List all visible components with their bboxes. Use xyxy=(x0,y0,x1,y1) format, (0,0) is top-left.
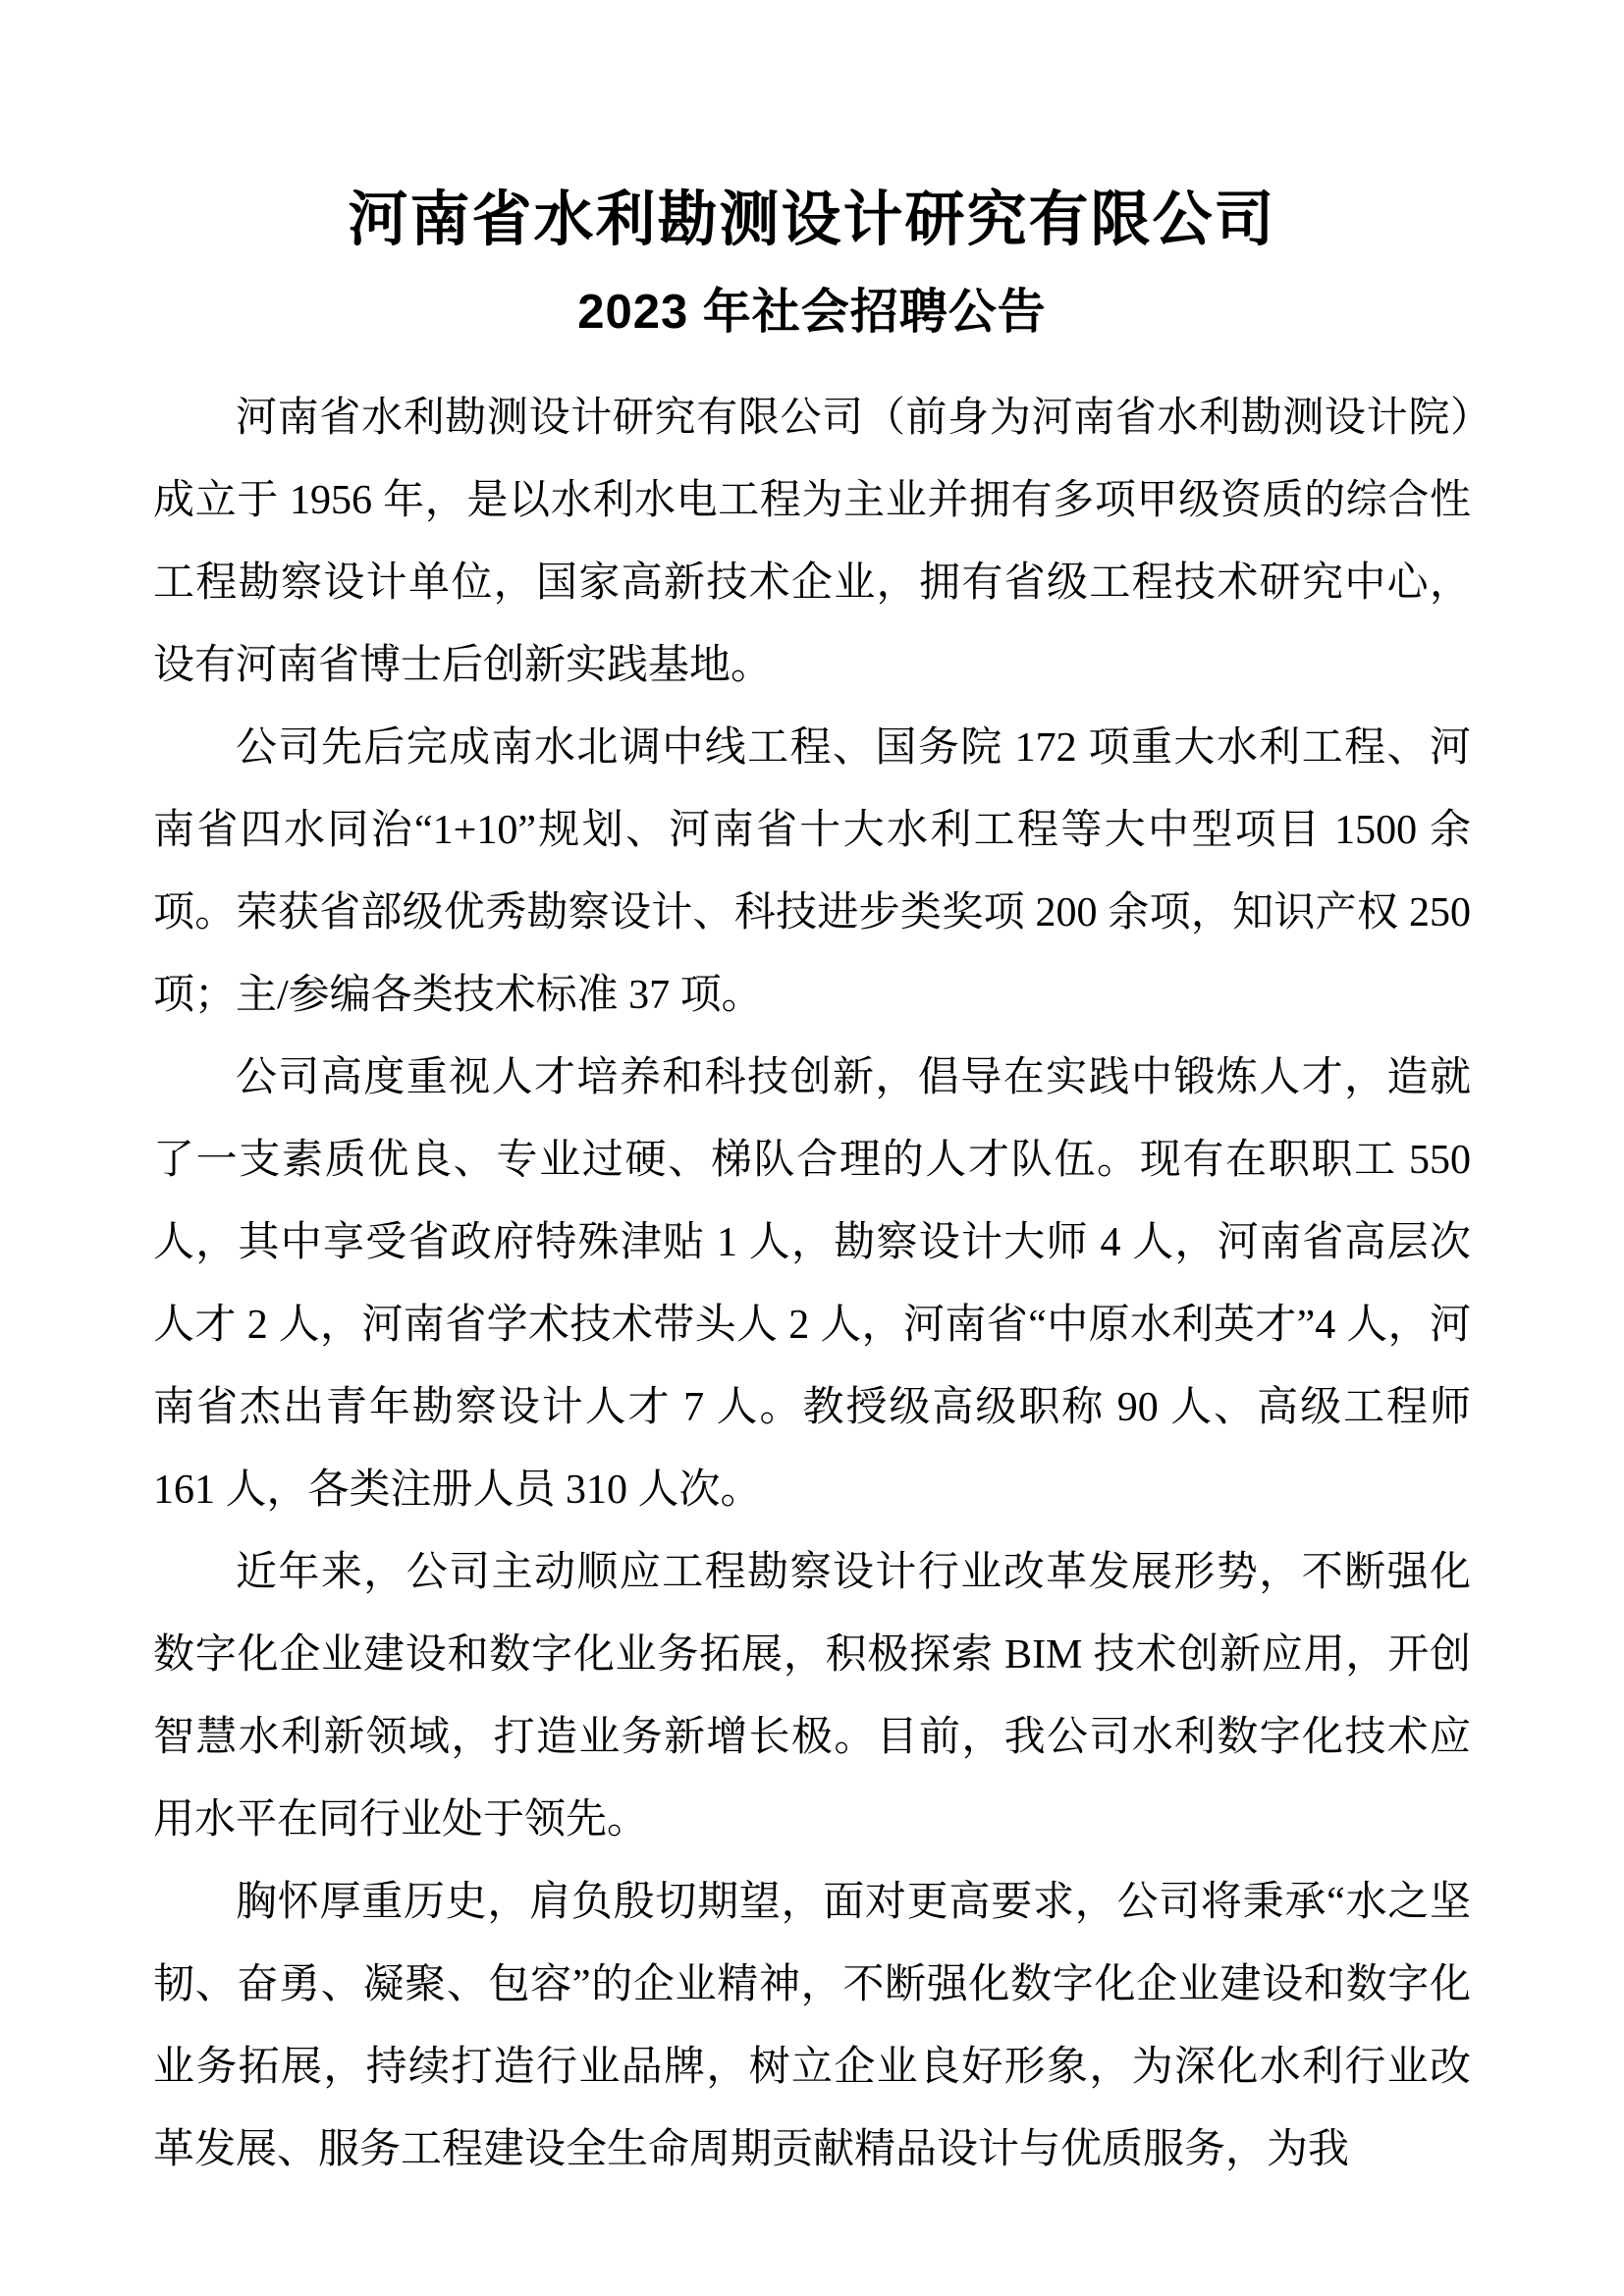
paragraph-talent-team: 公司高度重视人才培养和科技创新，倡导在实践中锻炼人才，造就了一支素质优良、专业过硬、梯队合理的人才队伍。现有在职职工 550 人，其中享受省政府特殊津贴 1 人，勘察设计大师 4 人，河南省高层次人才 2 人，河南省学术技术带头人 2 人，河南省“中原水利英才”4 人，河南省杰出青年勘察设计人才 7 人。教授级高级职称 90 人、高级工程师 161 人，各类注册人员 310 人次。 xyxy=(153,1055,1471,1514)
document-body xyxy=(153,377,1471,2191)
document-subtitle: 2023 年社会招聘公告 xyxy=(577,286,1047,340)
paragraph-company-intro: 河南省水利勘测设计研究有限公司（前身为河南省水利勘测设计院）成立于 1956 年，是以水利水电工程为主业并拥有多项甲级资质的综合性工程勘察设计单位，国家高新技术企业，拥有省级工程技术研究中心，设有河南省博士后创新实践基地。 xyxy=(153,396,1471,689)
paragraph-digitalization: 近年来，公司主动顺应工程勘察设计行业改革发展形势，不断强化数字化企业建设和数字化业务拓展，积极探索 BIM 技术创新应用，开创智慧水利新领域，打造业务新增长极。目前，我公司水利数字化技术应用水平在同行业处于领先。 xyxy=(153,1550,1471,1843)
paragraph-vision: 胸怀厚重历史，肩负殷切期望，面对更高要求，公司将秉承“水之坚韧、奋勇、凝聚、包容”的企业精神，不断强化数字化企业建设和数字化业务拓展，持续打造行业品牌，树立企业良好形象，为深化水利行业改革发展、服务工程建设全生命周期贡献精品设计与优质服务，为我 xyxy=(153,1880,1471,2173)
paragraph-achievements: 公司先后完成南水北调中线工程、国务院 172 项重大水利工程、河南省四水同治“1+10”规划、河南省十大水利工程等大中型项目 1500 余项。荣获省部级优秀勘察设计、科技进步类奖项 200 余项，知识产权 250 项；主/参编各类技术标准 37 项。 xyxy=(153,725,1471,1019)
document-title: 河南省水利勘测设计研究有限公司 xyxy=(348,186,1276,252)
